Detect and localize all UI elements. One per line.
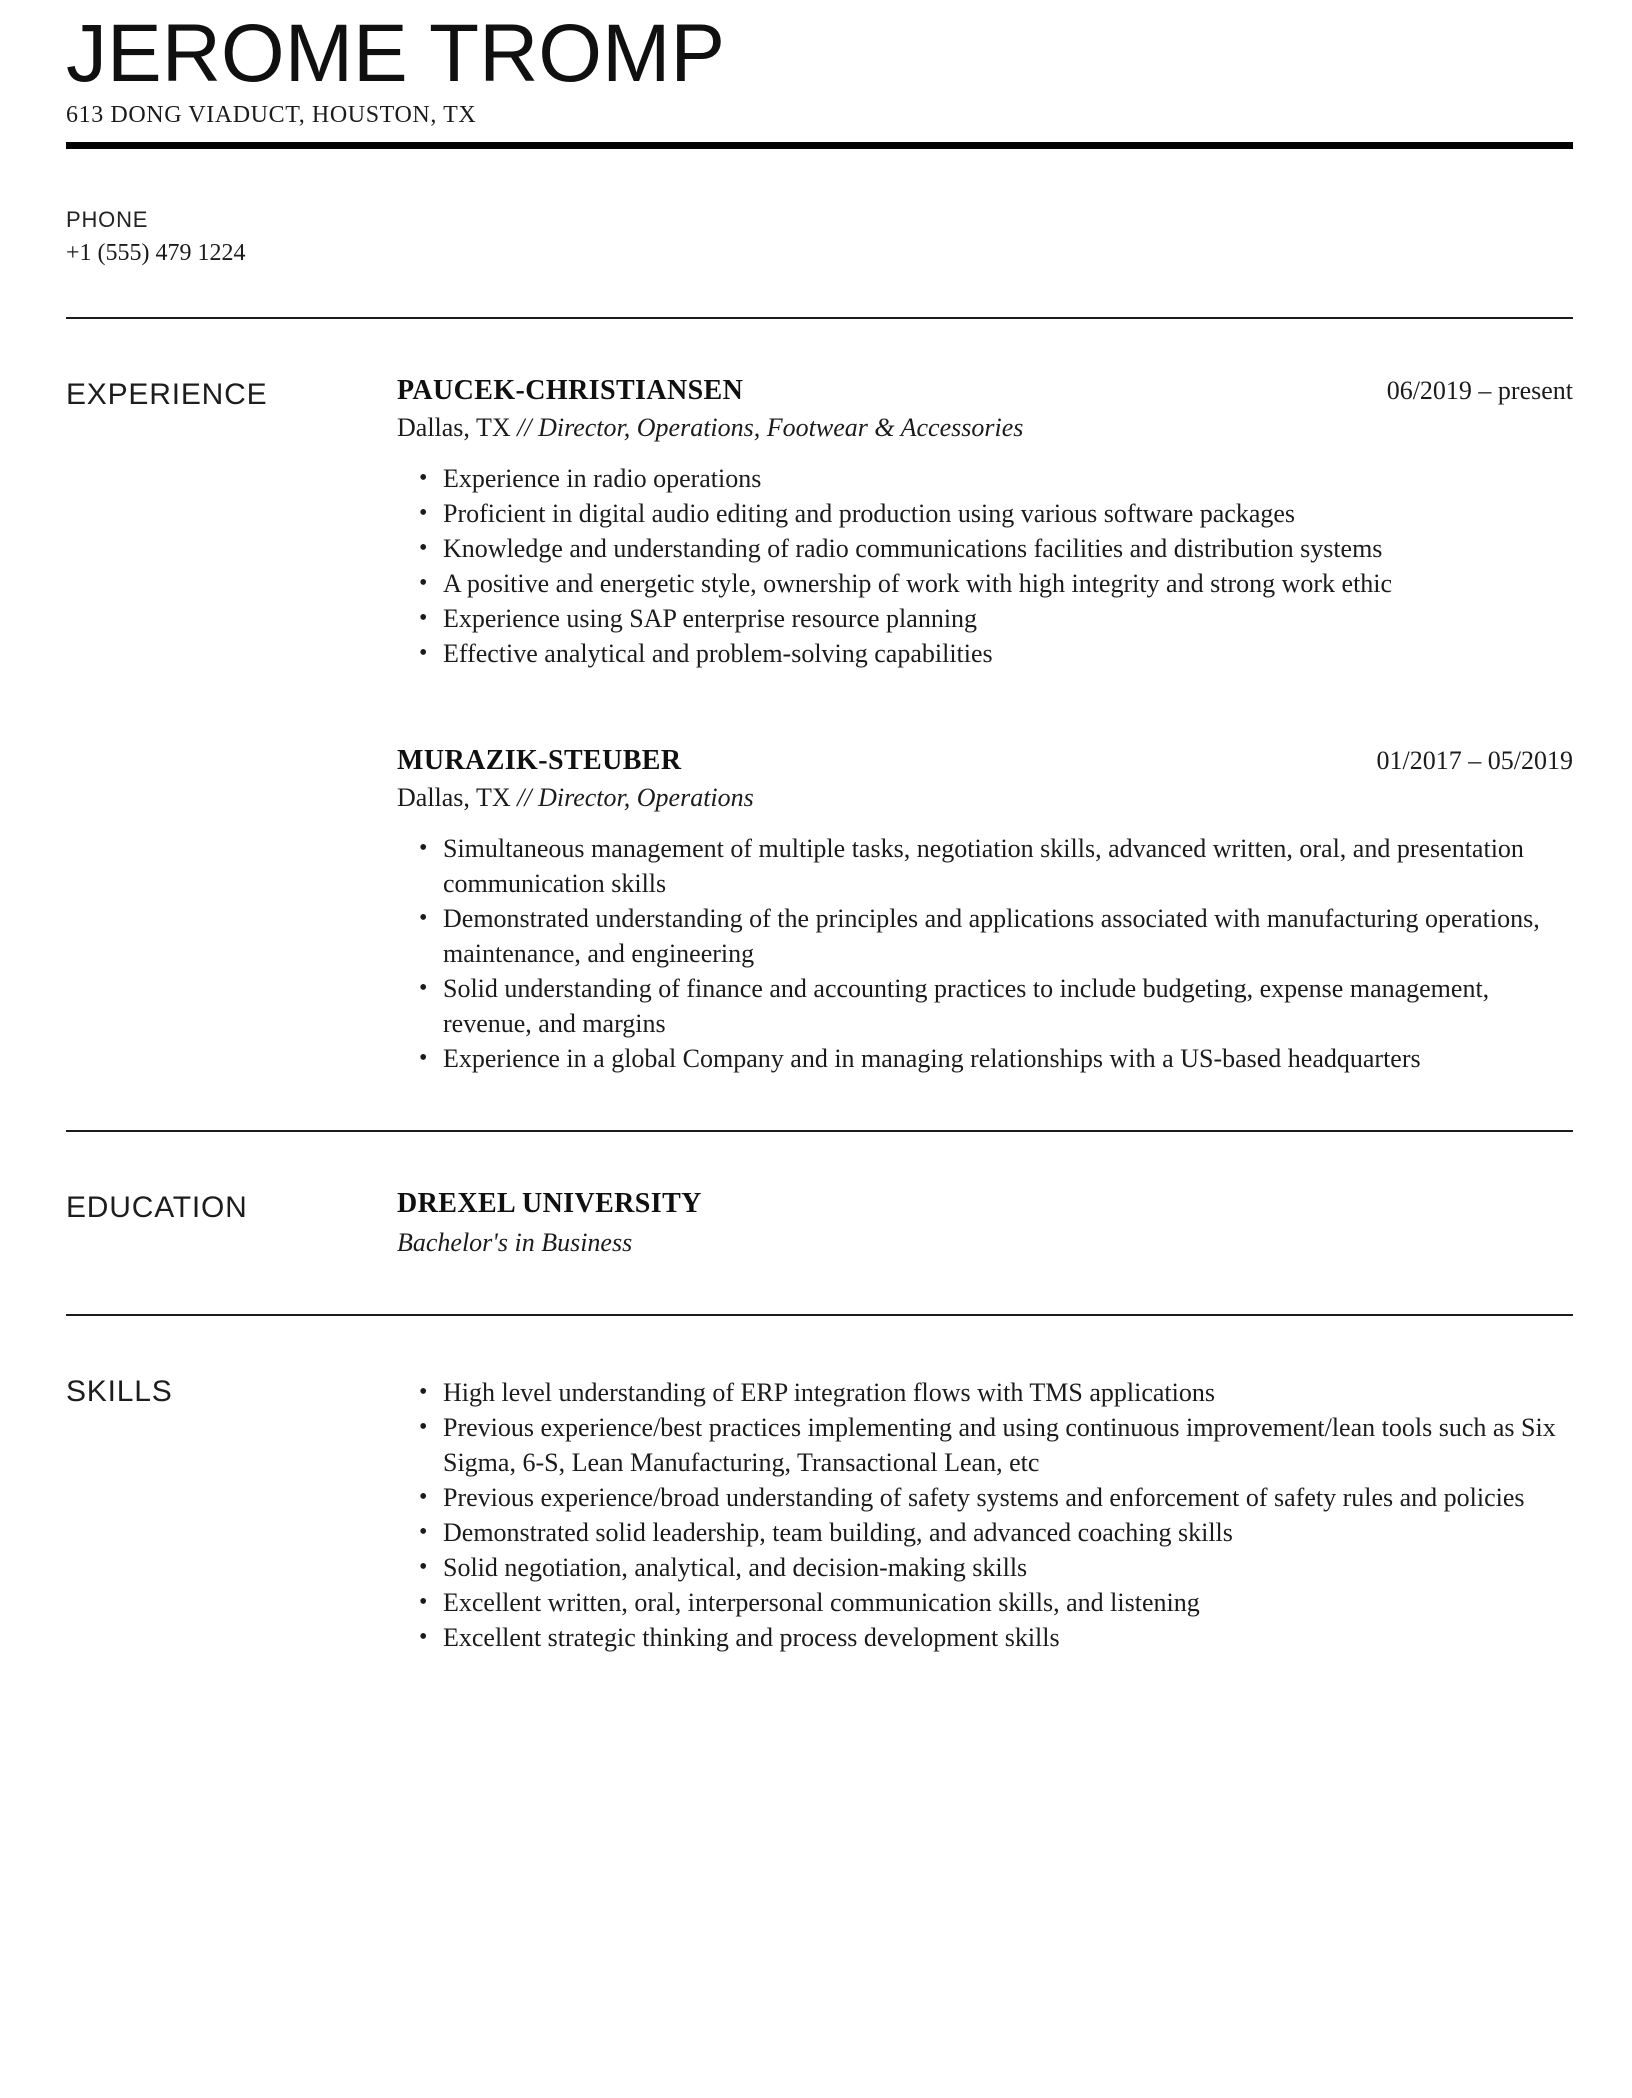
- skills-content: [397, 1372, 1573, 1655]
- skills-section-label: SKILLS: [66, 1375, 173, 1409]
- job-bullets: [397, 831, 1573, 1076]
- bullet-item: • Demonstrated solid leadership, team building, and advanced coaching skills: [443, 1515, 1573, 1550]
- bullet-item: • Experience in radio operations: [443, 461, 1573, 496]
- bullet-item: • Solid negotiation, analytical, and decision-making skills: [443, 1550, 1573, 1585]
- bullet-item: • Knowledge and understanding of radio communications facilities and distribution systems: [443, 531, 1573, 566]
- job-role: Director, Operations, Footwear & Accessories: [538, 413, 1024, 443]
- person-address: 613 DONG VIADUCT, HOUSTON, TX: [66, 102, 477, 129]
- job-entry: [397, 375, 1573, 671]
- bullet-item: • Simultaneous management of multiple tasks, negotiation skills, advanced written, oral, and presentation communication skills: [443, 831, 1573, 901]
- experience-section-label: EXPERIENCE: [66, 378, 268, 412]
- job-dates: 01/2017 – 05/2019: [1376, 746, 1573, 776]
- bullet-item: • High level understanding of ERP integration flows with TMS applications: [443, 1375, 1573, 1410]
- bullet-item: • A positive and energetic style, ownership of work with high integrity and strong work ethic: [443, 566, 1573, 601]
- bullet-item: • Previous experience/broad understanding of safety systems and enforcement of safety rules and policies: [443, 1480, 1573, 1515]
- skills-bullets: [397, 1375, 1573, 1655]
- company-name: PAUCEK-CHRISTIANSEN: [397, 375, 744, 407]
- job-dates: 06/2019 – present: [1386, 376, 1573, 406]
- header-divider: [66, 142, 1573, 149]
- contact-section: [66, 207, 1573, 267]
- education-section: [66, 1188, 1573, 1258]
- job-separator: //: [517, 783, 532, 813]
- job-bullets: [397, 461, 1573, 671]
- bullet-item: • Proficient in digital audio editing and production using various software packages: [443, 496, 1573, 531]
- bullet-item: • Demonstrated understanding of the principles and applications associated with manufacturing operations, maintenance, and engineering: [443, 901, 1573, 971]
- bullet-item: • Excellent written, oral, interpersonal communication skills, and listening: [443, 1585, 1573, 1620]
- bullet-item: • Effective analytical and problem-solving capabilities: [443, 636, 1573, 671]
- job-header: [397, 745, 1573, 777]
- education-section-label: EDUCATION: [66, 1191, 248, 1225]
- job-entry: [397, 745, 1573, 1076]
- experience-content: [397, 375, 1573, 1076]
- job-header: [397, 375, 1573, 407]
- job-location: Dallas, TX: [397, 783, 511, 813]
- section-divider: [66, 1130, 1573, 1132]
- resume-header: [66, 8, 1573, 129]
- phone-value: +1 (555) 479 1224: [66, 240, 246, 267]
- bullet-item: • Previous experience/best practices implementing and using continuous improvement/lean tools such as Six Sigma, 6-S, Lean Manufacturing, Transactional Lean, etc: [443, 1410, 1573, 1480]
- job-separator: //: [517, 413, 532, 443]
- school-name: DREXEL UNIVERSITY: [397, 1188, 702, 1220]
- company-name: MURAZIK-STEUBER: [397, 745, 682, 777]
- bullet-item: • Experience using SAP enterprise resource planning: [443, 601, 1573, 636]
- job-subtitle: [397, 783, 1573, 813]
- experience-section: [66, 375, 1573, 1076]
- bullet-item: • Excellent strategic thinking and process development skills: [443, 1620, 1573, 1655]
- phone-label: PHONE: [66, 207, 149, 233]
- job-role: Director, Operations: [538, 783, 754, 813]
- person-name: JEROME TROMP: [66, 8, 726, 99]
- bullet-item: • Solid understanding of finance and accounting practices to include budgeting, expense management, revenue, and margins: [443, 971, 1573, 1041]
- education-content: [397, 1188, 1573, 1258]
- section-divider: [66, 1314, 1573, 1316]
- section-divider: [66, 317, 1573, 319]
- job-location: Dallas, TX: [397, 413, 511, 443]
- job-subtitle: [397, 413, 1573, 443]
- degree-name: Bachelor's in Business: [397, 1228, 633, 1258]
- skills-section: [66, 1372, 1573, 1655]
- bullet-item: • Experience in a global Company and in managing relationships with a US-based headquarters: [443, 1041, 1573, 1076]
